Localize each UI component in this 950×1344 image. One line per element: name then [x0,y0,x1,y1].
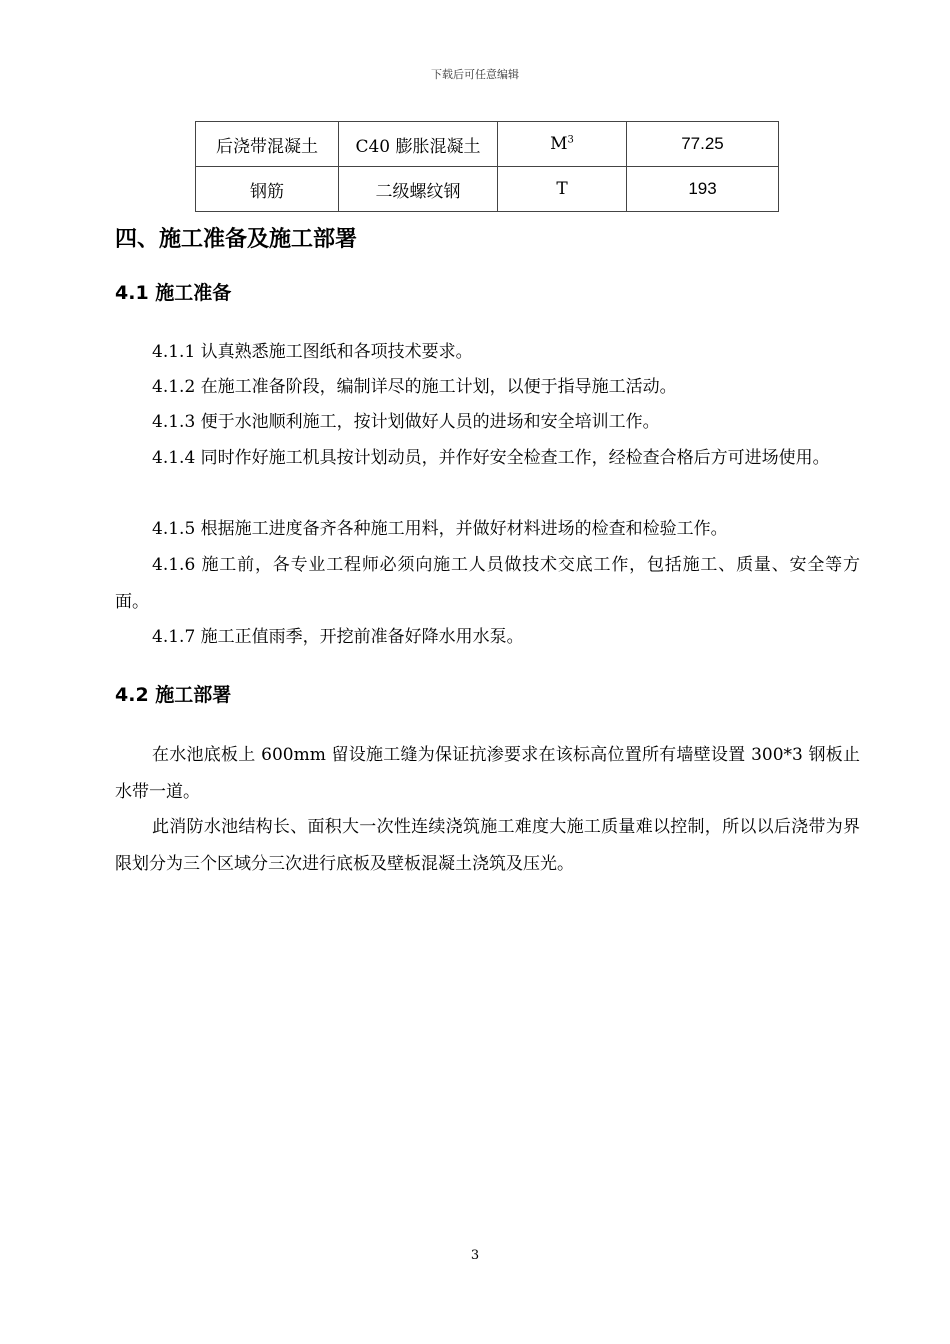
header-note: 下载后可任意编辑 [431,68,519,81]
page-number: 3 [470,1248,480,1263]
subsection-title-4-1: 4.1 施工准备 [115,282,232,304]
list-item: 4.1.4 同时作好施工机具按计划动员，并作好安全检查工作，经检查合格后方可进场使用。 [152,448,830,468]
list-item: 4.1.5 根据施工进度备齐各种施工用料，并做好材料进场的检查和检验工作。 [152,519,728,539]
table-cell-unit [498,122,627,167]
quantity-table [195,121,779,212]
table-row [196,167,779,212]
table-cell-spec: 二级螺纹钢 [339,167,498,212]
table-cell-name: 钢筋 [196,167,339,212]
list-item: 4.1.2 在施工准备阶段，编制详尽的施工计划，以便于指导施工活动。 [152,377,677,397]
body-paragraph: 此消防水池结构长、面积大一次性连续浇筑施工难度大施工质量难以控制，所以以后浇带为界限划分为三个区域分三次进行底板及壁板混凝土浇筑及压光。 [115,817,860,874]
list-item: 4.1.7 施工正值雨季，开挖前准备好降水用水泵。 [152,627,524,647]
list-item: 4.1.1 认真熟悉施工图纸和各项技术要求。 [152,342,473,362]
list-item: 4.1.3 便于水池顺利施工，按计划做好人员的进场和安全培训工作。 [152,412,660,432]
unit-text: M [550,134,568,154]
table-cell-spec: C40 膨胀混凝土 [339,122,498,167]
table-cell-quantity: 193 [627,167,779,212]
unit-text: T [556,179,568,199]
table-cell-name: 后浇带混凝土 [196,122,339,167]
subsection-title-4-2: 4.2 施工部署 [115,684,232,706]
list-item: 4.1.6 施工前，各专业工程师必须向施工人员做技术交底工作，包括施工、质量、安全等方面。 [115,555,860,612]
unit-superscript: 3 [567,134,574,146]
table-cell-unit [498,167,627,212]
table-cell-quantity: 77.25 [627,122,779,167]
section-title: 四、施工准备及施工部署 [115,227,358,252]
table-row [196,122,779,167]
body-paragraph: 在水池底板上 600mm 留设施工缝为保证抗渗要求在该标高位置所有墙壁设置 300*3 钢板止水带一道。 [115,745,860,802]
